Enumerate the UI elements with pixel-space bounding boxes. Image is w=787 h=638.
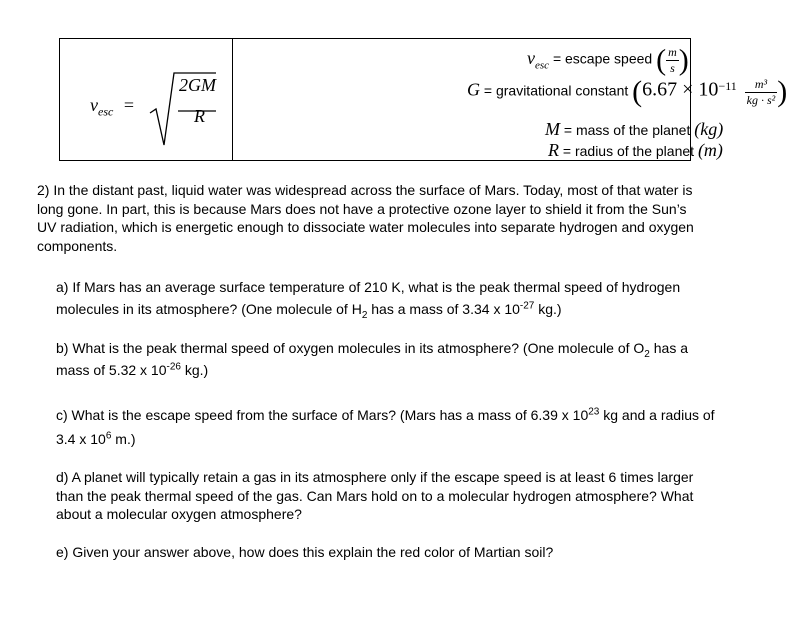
definition-M [545,119,723,140]
def-M-unit: (kg) [694,119,724,139]
def-G-value: 6.67 × 10 [642,78,719,101]
def-G-exp: −11 [718,79,737,94]
lhs-symbol: v [90,95,98,115]
def-vesc-symbol: $v_{esc}$ [527,47,550,72]
def-M-symbol: M [545,119,560,139]
question-part-b: b) What is the peak thermal speed of oxygen molecules in its atmosphere? (One molecule of $O_2$ has a mass of 5.32 x $10^{-26}$ kg.) [56,340,688,378]
question-part-d: d) A planet will typically retain a gas in its atmosphere only if the escape speed is at least 6 times larger than the peak thermal speed of the gas. Can Mars hold on to a molecular hydrogen atmosphere? What about a molecular oxygen atmosphere? [56,469,694,522]
lhs-sub: esc [98,104,114,119]
definition-G: G = gravitational constant ($6.67 \times 10^{-11}$ $\frac{\text{m³}}{\text{kg · s²}}$ ) [467,75,787,108]
def-R-symbol: R [548,140,559,160]
formula-denominator: R [194,106,205,126]
def-G-unit: $\frac{\text{m³}}{\text{kg · s²}}$ [746,76,776,107]
def-G-text: = gravitational constant [483,82,629,99]
question-part-c: c) What is the escape speed from the surface of Mars? (Mars has a mass of 6.39 x $10^{23}$ kg and a radius of 3.4 x $10^6$ m.) [56,406,715,447]
variable-definitions [233,39,787,160]
formula-lhs [90,95,134,120]
formula-numerator: 2GM [179,75,216,95]
definition-vesc [527,43,689,77]
question-intro: 2) In the distant past, liquid water was widespread across the surface of Mars. Today, most of that water is long gone. In part, this is because Mars does not have a protective ozone layer to shield it from the Sun’s UV radiation, which is energetic enough to dissociate water molecules into separate hydrogen and oxygen components. [37,182,694,254]
question-part-a: a) If Mars has an average surface temperature of 210 K, what is the peak thermal speed of hydrogen molecules in its atmosphere? (One molecule of $H_2$ has a mass of 3.34 x $10^{-27}$ kg.) [56,279,681,321]
def-M-text: = mass of the planet [563,122,691,138]
question-part-e: e) Given your answer above, how does this explain the red color of Martian soil? [56,544,554,560]
def-G-symbol: G [467,79,480,100]
def-R-unit: (m) [697,140,723,160]
def-R-text: = radius of the planet [562,143,695,159]
def-vesc-text: = escape speed [552,50,653,67]
escape-speed-formula [60,39,233,160]
definition-R [548,140,723,161]
lhs-equals: = [123,95,134,115]
def-vesc-unit: ( $\frac{m}{s}$ ) [656,43,689,76]
formula-table [59,38,787,161]
